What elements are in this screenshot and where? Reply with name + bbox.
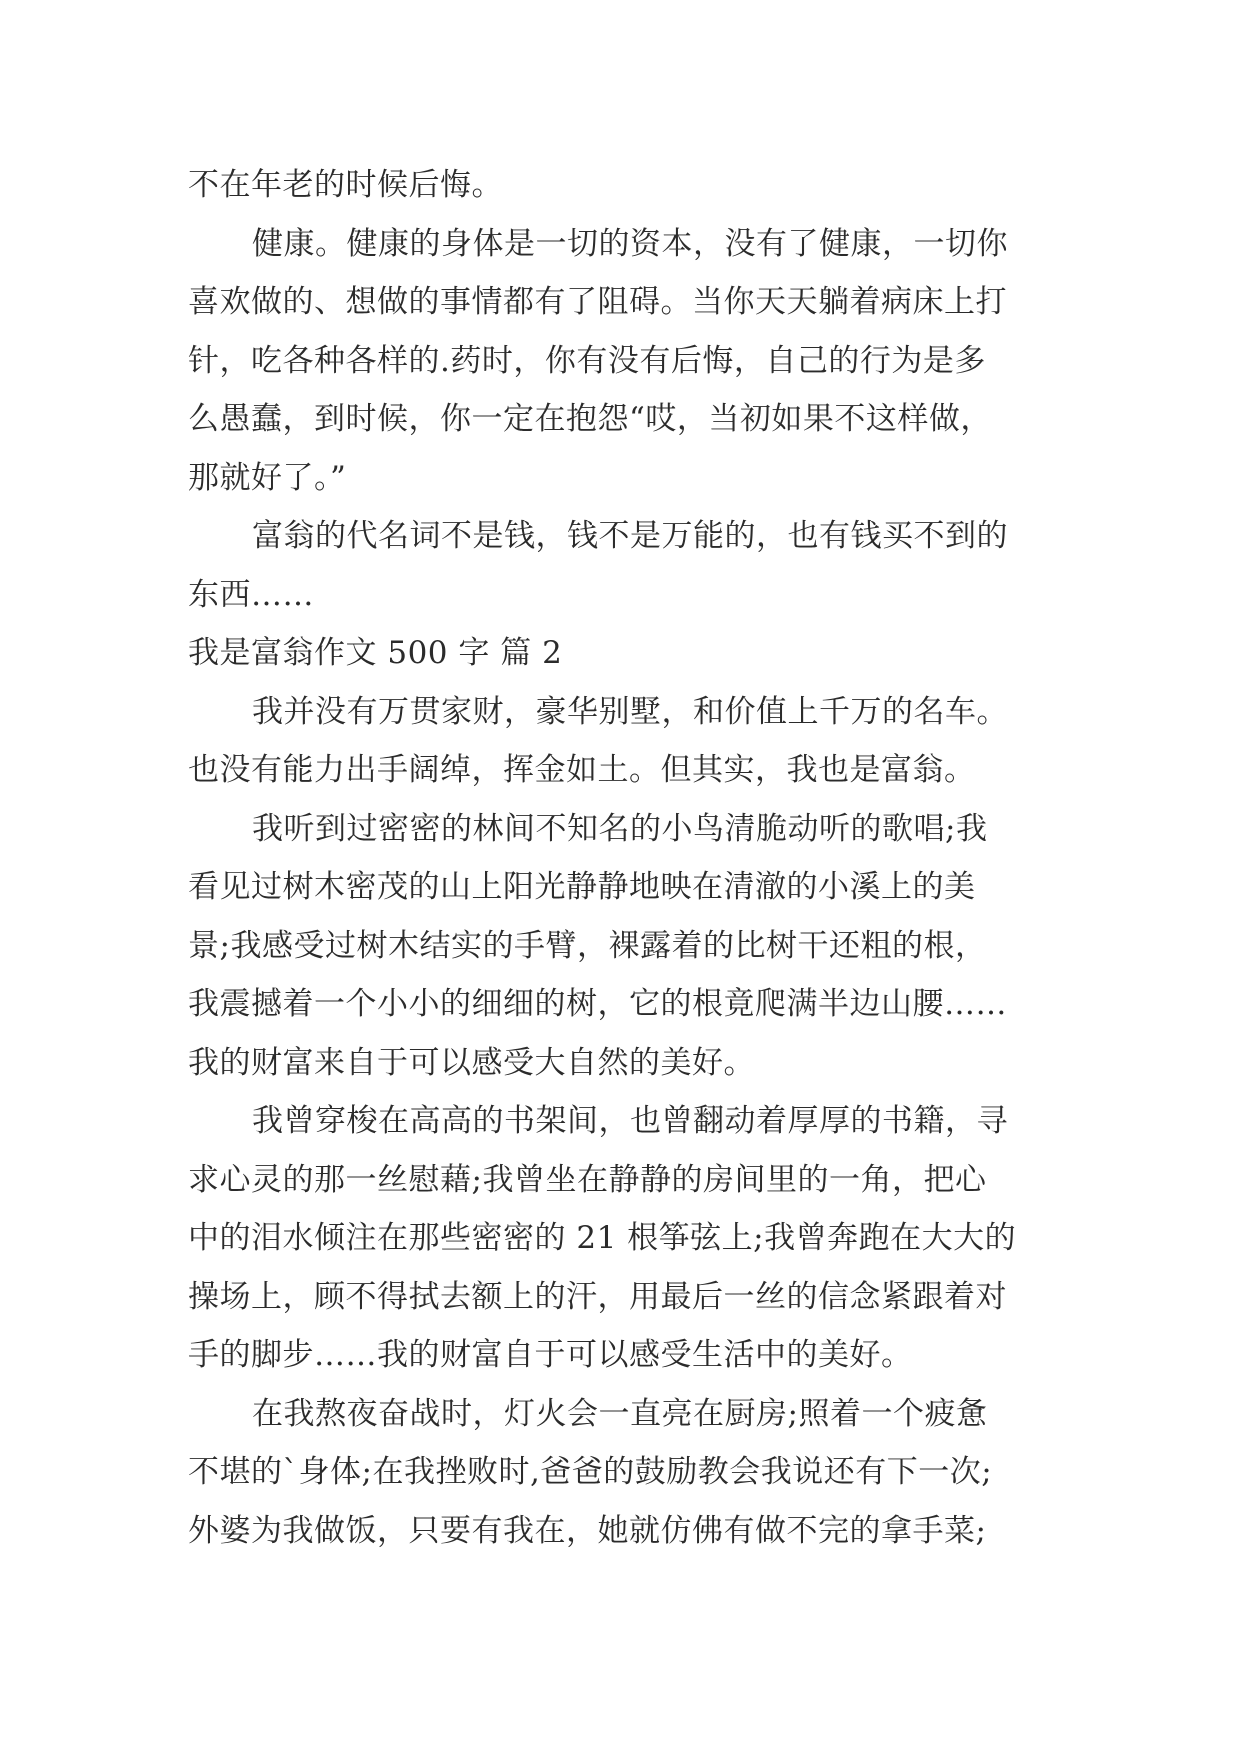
paragraph (188, 156, 1068, 215)
text-line: 东西…… (188, 576, 314, 613)
text-line: 那就好了。” (188, 459, 347, 496)
text-line: 富翁的代名词不是钱，钱不是万能的，也有钱买不到的 (252, 518, 1008, 554)
text-line: 手的脚步……我的财富自于可以感受生活中的美好。 (188, 1337, 913, 1373)
text-line: 针，吃各种各样的.药时，你有没有后悔，自己的行为是多 (188, 342, 986, 379)
text-line: 么愚蠢，到时候，你一定在抱怨“哎，当初如果不这样做， (188, 401, 992, 437)
text-line: 在我熬夜奋战时，灯火会一直亮在厨房;照着一个疲惫 (252, 1395, 988, 1432)
text-line: 健康。健康的身体是一切的资本，没有了健康，一切你 (252, 225, 1008, 262)
text-line: 中的泪水倾注在那些密密的 21 根筝弦上;我曾奔跑在大大的 (188, 1220, 1017, 1256)
paragraph (188, 1092, 1068, 1385)
text-line: 我听到过密密的林间不知名的小鸟清脆动听的歌唱;我 (252, 810, 988, 847)
document-body (188, 156, 1068, 1560)
text-line: 我是富翁作文 500 字 篇 2 (188, 635, 563, 671)
text-line: 操场上，顾不得拭去额上的汗，用最后一丝的信念紧跟着对 (188, 1278, 1007, 1315)
text-line: 我曾穿梭在高高的书架间，也曾翻动着厚厚的书籍，寻 (252, 1103, 1008, 1139)
text-line: 看见过树木密茂的山上阳光静静地映在清澈的小溪上的美 (188, 869, 976, 905)
text-line: 景;我感受过树木结实的手臂，裸露着的比树干还粗的根， (188, 927, 987, 964)
paragraph (188, 507, 1068, 624)
text-line: 我震撼着一个小小的细细的树，它的根竟爬满半边山腰…… (188, 986, 1007, 1022)
paragraph (188, 1385, 1068, 1561)
text-line: 喜欢做的、想做的事情都有了阻碍。当你天天躺着病床上打 (188, 284, 1007, 320)
text-line: 求心灵的那一丝慰藉;我曾坐在静静的房间里的一角，把心 (188, 1161, 987, 1198)
paragraph (188, 215, 1068, 508)
text-line: 不堪的`身体;在我挫败时,爸爸的鼓励教会我说还有下一次; (188, 1454, 993, 1490)
text-line: 不在年老的时候后悔。 (188, 167, 503, 203)
text-line: 外婆为我做饭，只要有我在，她就仿佛有做不完的拿手菜; (188, 1512, 987, 1549)
paragraph (188, 800, 1068, 1093)
section-heading (188, 624, 1068, 683)
text-line: 我并没有万贯家财，豪华别墅，和价值上千万的名车。 (252, 693, 1008, 730)
text-line: 我的财富来自于可以感受大自然的美好。 (188, 1044, 755, 1081)
text-line: 也没有能力出手阔绰，挥金如土。但其实，我也是富翁。 (188, 752, 976, 788)
paragraph (188, 683, 1068, 800)
